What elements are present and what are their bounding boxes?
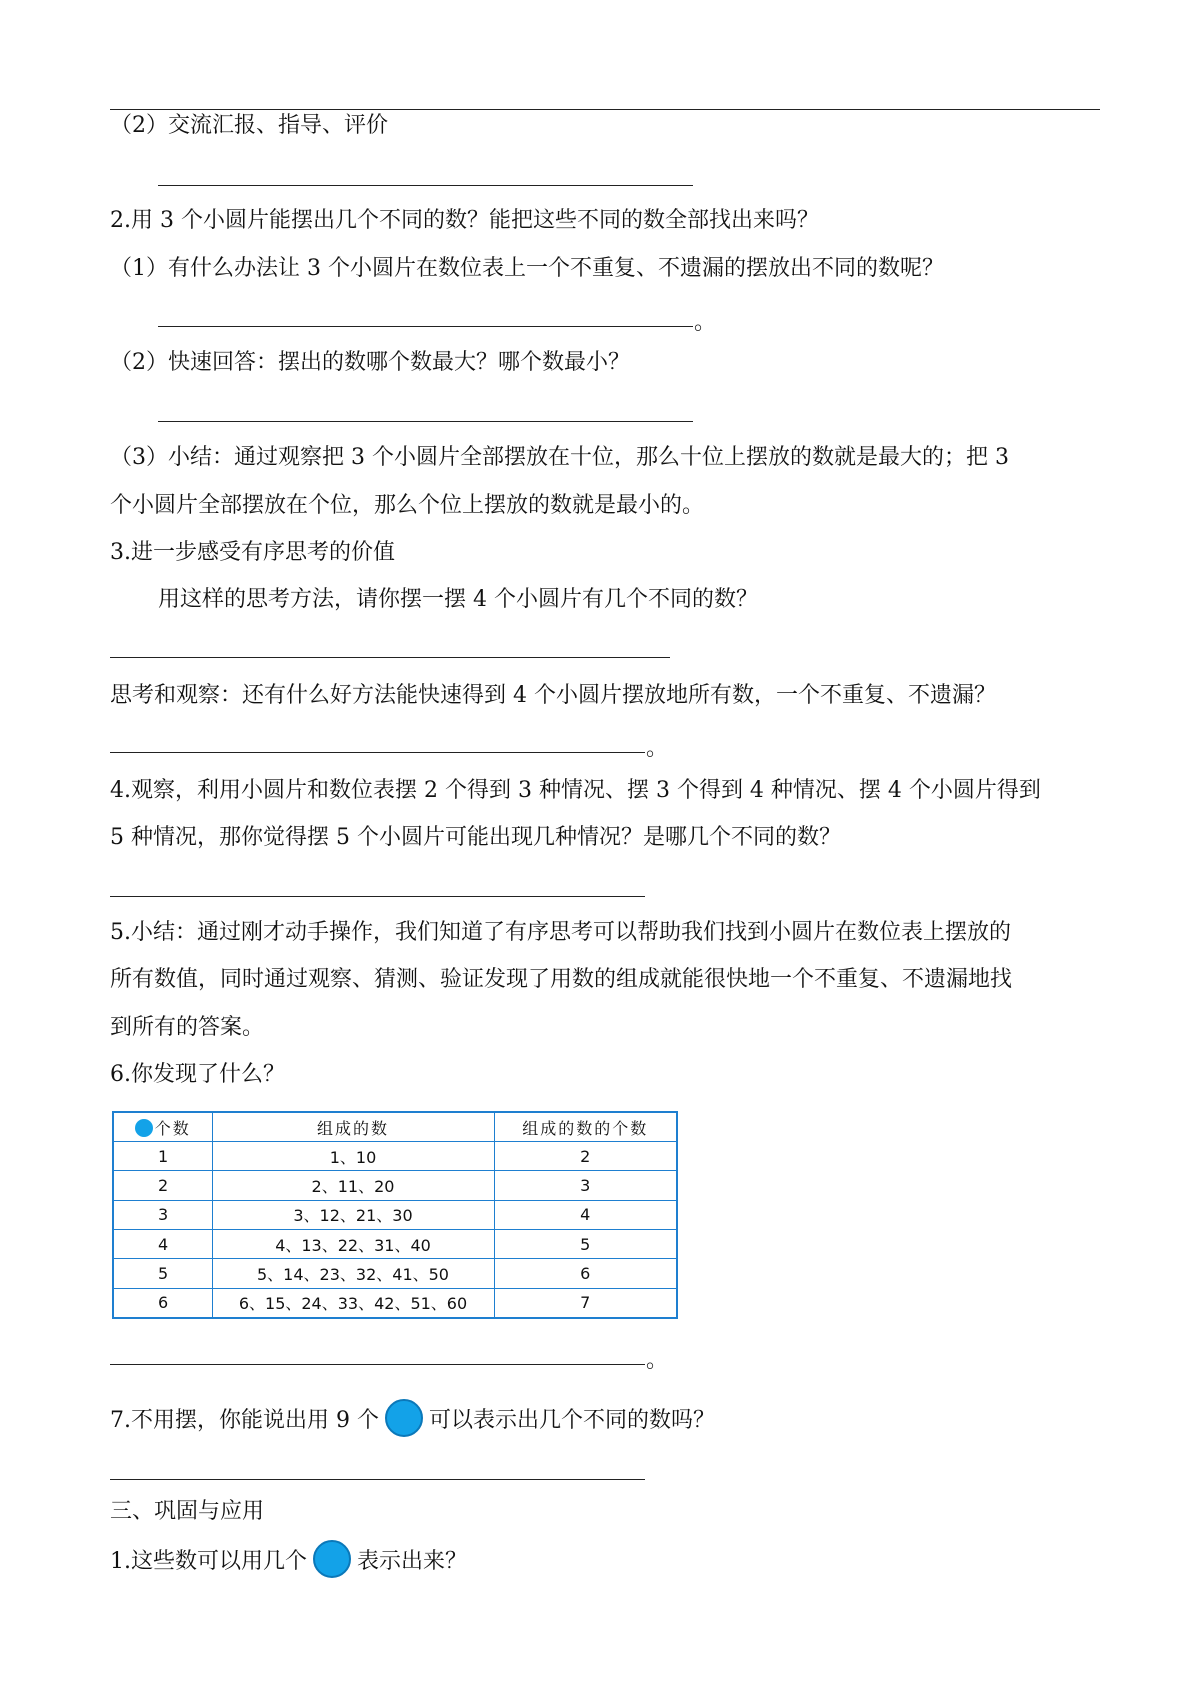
answer-line-6: [110, 896, 645, 897]
header-count: 个数: [113, 1112, 212, 1142]
cell-numbers: 5、14、23、32、41、50: [212, 1259, 494, 1288]
answer-line-4: [110, 657, 670, 658]
think-observe: 思考和观察：还有什么好方法能快速得到 4 个小圆片摆放地所有数，一个不重复、不遗漏？: [110, 683, 996, 708]
section-3-title: 三、巩固与应用: [110, 1499, 265, 1524]
cell-numbers: 3、12、21、30: [212, 1200, 494, 1229]
table-row: [113, 1200, 677, 1229]
cell-count: 3: [113, 1200, 212, 1229]
question-7-prefix: 7.不用摆，你能说出用 9 个: [110, 1408, 379, 1433]
answer-line-8: [110, 1479, 645, 1480]
cell-numbers: 1、10: [212, 1142, 494, 1171]
summary-line-2: 个小圆片全部摆放在个位，那么个位上摆放的数就是最小的。: [110, 493, 705, 518]
cell-numbers: 6、15、24、33、42、51、60: [212, 1288, 494, 1318]
line-1: （2）交流汇报、指导、评价: [110, 113, 388, 138]
question-5-line-1: 5.小结：通过刚才动手操作，我们知道了有序思考可以帮助我们找到小圆片在数位表上摆放的: [110, 920, 1011, 945]
cell-numbers: 4、13、22、31、40: [212, 1229, 494, 1258]
cell-count: 6: [113, 1288, 212, 1318]
header-number-count: 组成的数的个数: [494, 1112, 677, 1142]
cell-total: 6: [494, 1259, 677, 1288]
table-row: [113, 1171, 677, 1200]
circle-icon: [313, 1540, 351, 1578]
question-3-body: 用这样的思考方法，请你摆一摆 4 个小圆片有几个不同的数？: [158, 587, 758, 612]
period-3: 。: [646, 1348, 669, 1373]
answer-line-1: [158, 185, 693, 186]
cell-count: 2: [113, 1171, 212, 1200]
period-2: 。: [646, 736, 669, 761]
cell-count: 5: [113, 1259, 212, 1288]
question-5-line-2: 所有数值，同时通过观察、猜测、验证发现了用数的组成就能很快地一个不重复、不遗漏地找: [110, 967, 1013, 992]
cell-total: 4: [494, 1200, 677, 1229]
cell-count: 1: [113, 1142, 212, 1171]
composition-table: [112, 1111, 678, 1319]
question-7-suffix: 可以表示出几个不同的数吗？: [428, 1408, 715, 1433]
question-7: [110, 1401, 715, 1441]
table-row: [113, 1229, 677, 1258]
table-row: [113, 1142, 677, 1171]
cell-total: 2: [494, 1142, 677, 1171]
cell-total: 5: [494, 1229, 677, 1258]
question-3: 3.进一步感受有序思考的价值: [110, 540, 395, 565]
question-4-line-1: 4.观察，利用小圆片和数位表摆 2 个得到 3 种情况、摆 3 个得到 4 种情况、摆 4 个小圆片得到: [110, 778, 1041, 803]
question-2-1: （1）有什么办法让 3 个小圆片在数位表上一个不重复、不遗漏的摆放出不同的数呢？: [110, 256, 944, 281]
table-row: [113, 1259, 677, 1288]
question-4-line-2: 5 种情况，那你觉得摆 5 个小圆片可能出现几种情况？是哪几个不同的数？: [110, 825, 841, 850]
top-rule: [110, 109, 1100, 110]
answer-line-7: [110, 1364, 645, 1365]
circle-icon: [135, 1119, 153, 1137]
section-3-q1-suffix: 表示出来？: [357, 1549, 468, 1574]
circle-icon: [385, 1399, 423, 1437]
answer-line-2: [158, 326, 693, 327]
table-header-row: [113, 1112, 677, 1142]
question-2: 2.用 3 个小圆片能摆出几个不同的数？能把这些不同的数全部找出来吗？: [110, 208, 819, 233]
cell-total: 7: [494, 1288, 677, 1318]
cell-count: 4: [113, 1229, 212, 1258]
question-5-line-3: 到所有的答案。: [110, 1015, 265, 1040]
section-3-q1-prefix: 1.这些数可以用几个: [110, 1549, 307, 1574]
table-row: [113, 1288, 677, 1318]
period-1: 。: [694, 310, 717, 335]
cell-numbers: 2、11、20: [212, 1171, 494, 1200]
summary-line-1: （3）小结：通过观察把 3 个小圆片全部摆放在十位，那么十位上摆放的数就是最大的；把 3: [110, 445, 1009, 470]
question-6: 6.你发现了什么？: [110, 1062, 285, 1087]
header-numbers: 组成的数: [212, 1112, 494, 1142]
answer-line-3: [158, 421, 693, 422]
section-3-question-1: [110, 1542, 467, 1582]
cell-total: 3: [494, 1171, 677, 1200]
question-2-2: （2）快速回答：摆出的数哪个数最大？哪个数最小？: [110, 350, 630, 375]
answer-line-5: [110, 752, 645, 753]
